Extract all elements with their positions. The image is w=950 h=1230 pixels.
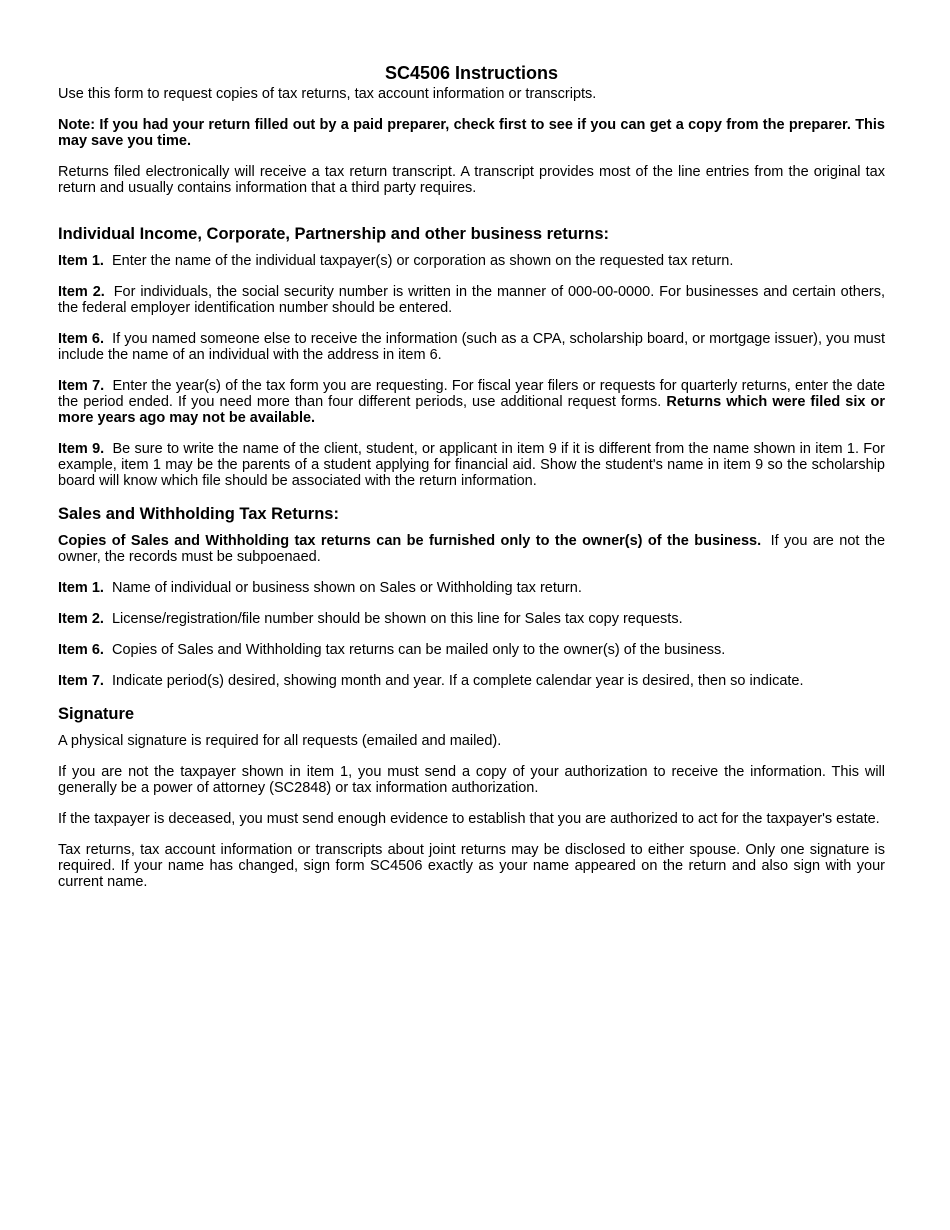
preparer-note: Note: If you had your return filled out by a paid preparer, check first to see if you can get a copy from the preparer. This may save you time. bbox=[58, 117, 885, 149]
item-label: Item 1. bbox=[58, 253, 104, 269]
item-label: Item 2. bbox=[58, 284, 105, 300]
section-heading-individual: Individual Income, Corporate, Partnership and other business returns: bbox=[58, 225, 610, 243]
item-label: Item 2. bbox=[58, 611, 104, 627]
individual-item-2 bbox=[58, 284, 885, 316]
item-text: For individuals, the social security number is written in the manner of 000-00-0000. For businesses and certain others, the federal employer identification number should be entered. bbox=[58, 284, 886, 316]
item-text: Copies of Sales and Withholding tax returns can be mailed only to the owner(s) of the business. bbox=[111, 642, 726, 658]
section-heading-signature: Signature bbox=[58, 705, 135, 723]
individual-item-9 bbox=[58, 441, 885, 489]
item-text: Name of individual or business shown on Sales or Withholding tax return. bbox=[111, 580, 582, 596]
item-label: Item 9. bbox=[58, 441, 105, 457]
sales-lead-bold: Copies of Sales and Withholding tax returns can be furnished only to the owner(s) of the business. bbox=[58, 533, 762, 549]
sales-item-7 bbox=[58, 673, 885, 689]
sales-item-6 bbox=[58, 642, 885, 658]
electronic-returns-text: Returns filed electronically will receive a tax return transcript. A transcript provides most of the line entries from the original tax return and usually contains information that a third party requires. bbox=[58, 164, 885, 196]
item-label: Item 6. bbox=[58, 331, 104, 347]
individual-item-7 bbox=[58, 378, 885, 426]
signature-paragraph-3: If the taxpayer is deceased, you must send enough evidence to establish that you are authorized to act for the taxpayer's estate. bbox=[58, 811, 880, 827]
sales-item-1 bbox=[58, 580, 885, 596]
section-heading-sales: Sales and Withholding Tax Returns: bbox=[58, 505, 339, 523]
signature-paragraph-2: If you are not the taxpayer shown in item 1, you must send a copy of your authorization to receive the information. This will generally be a power of attorney (SC2848) or tax information authorization. bbox=[58, 764, 885, 796]
item-label: Item 7. bbox=[58, 378, 105, 394]
item-label: Item 6. bbox=[58, 642, 104, 658]
item-label: Item 7. bbox=[58, 673, 104, 689]
sales-item-2 bbox=[58, 611, 885, 627]
item-text: Enter the name of the individual taxpayer(s) or corporation as shown on the requested tax return. bbox=[111, 253, 734, 269]
individual-item-1 bbox=[58, 253, 885, 269]
intro-text: Use this form to request copies of tax returns, tax account information or transcripts. bbox=[58, 86, 597, 102]
individual-item-6 bbox=[58, 331, 885, 363]
item-label: Item 1. bbox=[58, 580, 104, 596]
item-text: If you named someone else to receive the information (such as a CPA, scholarship board, or mortgage issuer), you must include the name of an individual with the address in item 6. bbox=[58, 331, 886, 363]
page-title: SC4506 Instructions bbox=[384, 63, 559, 83]
item-bold-warning: Returns which were filed six or more years ago may not be available. bbox=[58, 394, 886, 426]
instructions-page bbox=[58, 62, 885, 905]
signature-paragraph-4: Tax returns, tax account information or transcripts about joint returns may be disclosed to either spouse. Only one signature is required. If your name has changed, sign form SC4506 exactly as your name appeared on the return and also sign with your current name. bbox=[58, 842, 885, 890]
sales-lead bbox=[58, 533, 885, 565]
item-text: Enter the year(s) of the tax form you are requesting. For fiscal year filers or requests for quarterly returns, enter the date the period ended. If you need more than four different periods, use additional request forms. bbox=[58, 378, 886, 410]
signature-paragraph-1: A physical signature is required for all requests (emailed and mailed). bbox=[58, 733, 502, 749]
item-text: Indicate period(s) desired, showing month and year. If a complete calendar year is desired, then so indicate. bbox=[111, 673, 804, 689]
item-text: License/registration/file number should be shown on this line for Sales tax copy requests. bbox=[111, 611, 683, 627]
item-text: Be sure to write the name of the client, student, or applicant in item 9 if it is different from the name shown in item 1. For example, item 1 may be the parents of a student applying for financial aid. Show the student's name in item 9 so the scholarship board will know which file should be associated with the return information. bbox=[58, 441, 886, 489]
sales-lead-text: If you are not the owner, the records must be subpoenaed. bbox=[58, 533, 886, 565]
